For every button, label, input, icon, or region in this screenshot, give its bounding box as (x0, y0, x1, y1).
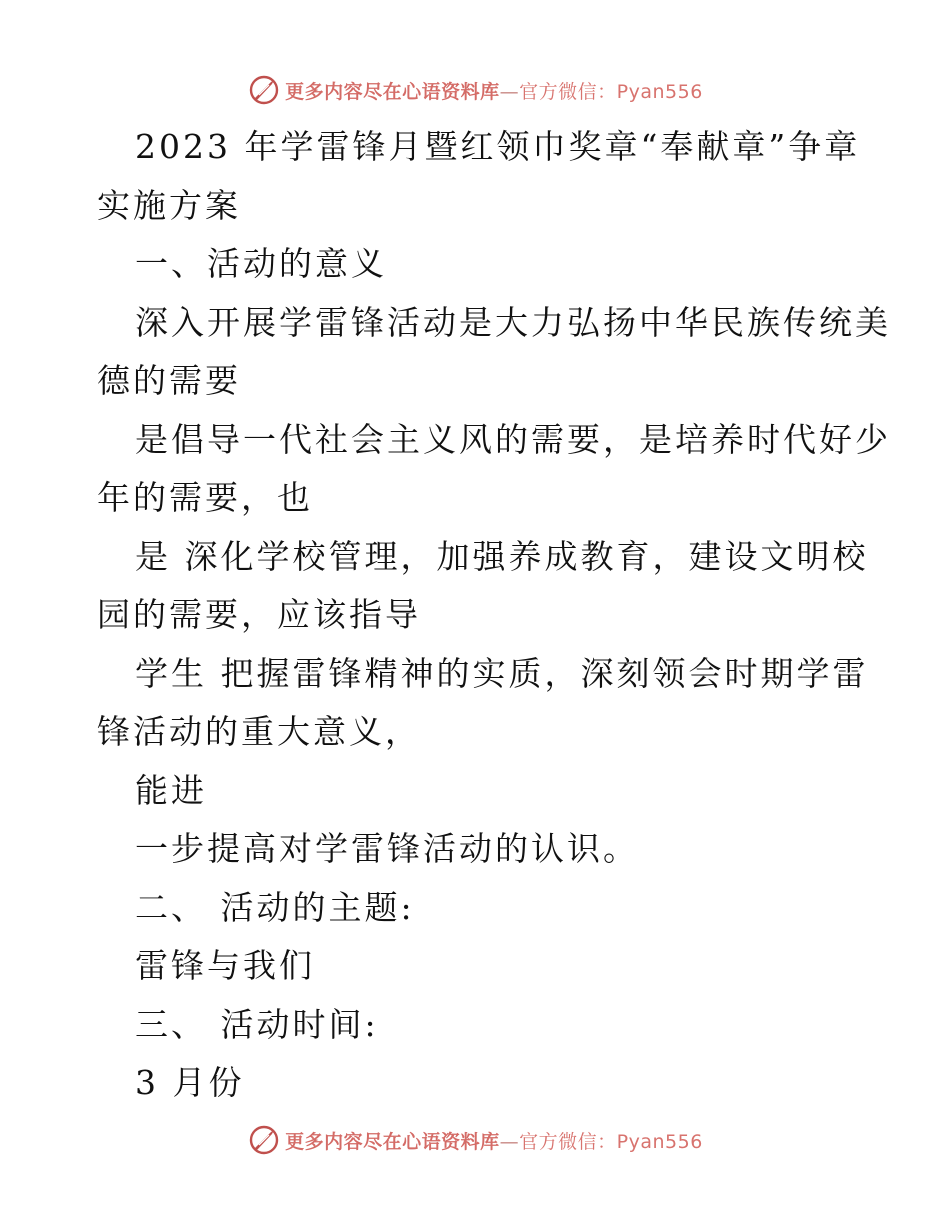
document-line: 实施方案 (97, 185, 241, 225)
watermark-wechat: 官方微信：Pyan556 (519, 80, 703, 103)
watermark-text (285, 1127, 703, 1154)
header-watermark (0, 70, 950, 110)
watermark-label: 更多内容尽在心语资料库 (285, 1130, 500, 1153)
document-line: 二、 活动的主题: (135, 887, 415, 927)
document-line: 3 月份 (135, 1063, 245, 1102)
document-line: 是 深化学校管理，加强养成教育，建设文明校 (135, 536, 869, 576)
watermark-text (285, 77, 703, 104)
watermark-wechat: 官方微信：Pyan556 (519, 1130, 703, 1153)
document-line: 2023 年学雷锋月暨红领巾奖章“奉献章”争章 (135, 127, 861, 166)
document-line: 雷锋与我们 (135, 946, 315, 985)
document-line: 深入开展学雷锋活动是大力弘扬中华民族传统美 (135, 302, 891, 342)
document-line: 能进 (135, 770, 207, 810)
watermark-separator: — (499, 1130, 520, 1153)
document-line: 一步提高对学雷锋活动的认识。 (135, 829, 639, 868)
document-line: 锋活动的重大意义， (97, 712, 421, 751)
document-line: 三、 活动时间: (135, 1004, 379, 1044)
document-line: 学生 把握雷锋精神的实质，深刻领会时期学雷 (135, 653, 869, 693)
document-line: 德的需要 (97, 361, 241, 400)
document-line: 园的需要，应该指导 (97, 595, 421, 634)
watermark-label: 更多内容尽在心语资料库 (285, 80, 500, 103)
document-line: 年的需要，也 (97, 478, 313, 517)
feather-pen-logo-icon (247, 1123, 281, 1157)
document-line: 一、活动的意义 (135, 244, 387, 283)
footer-watermark (0, 1120, 950, 1160)
watermark-separator: — (499, 80, 520, 103)
document-body (97, 118, 891, 1113)
document-line: 是倡导一代社会主义风的需要，是培养时代好少 (135, 419, 891, 459)
feather-pen-logo-icon (247, 73, 281, 107)
